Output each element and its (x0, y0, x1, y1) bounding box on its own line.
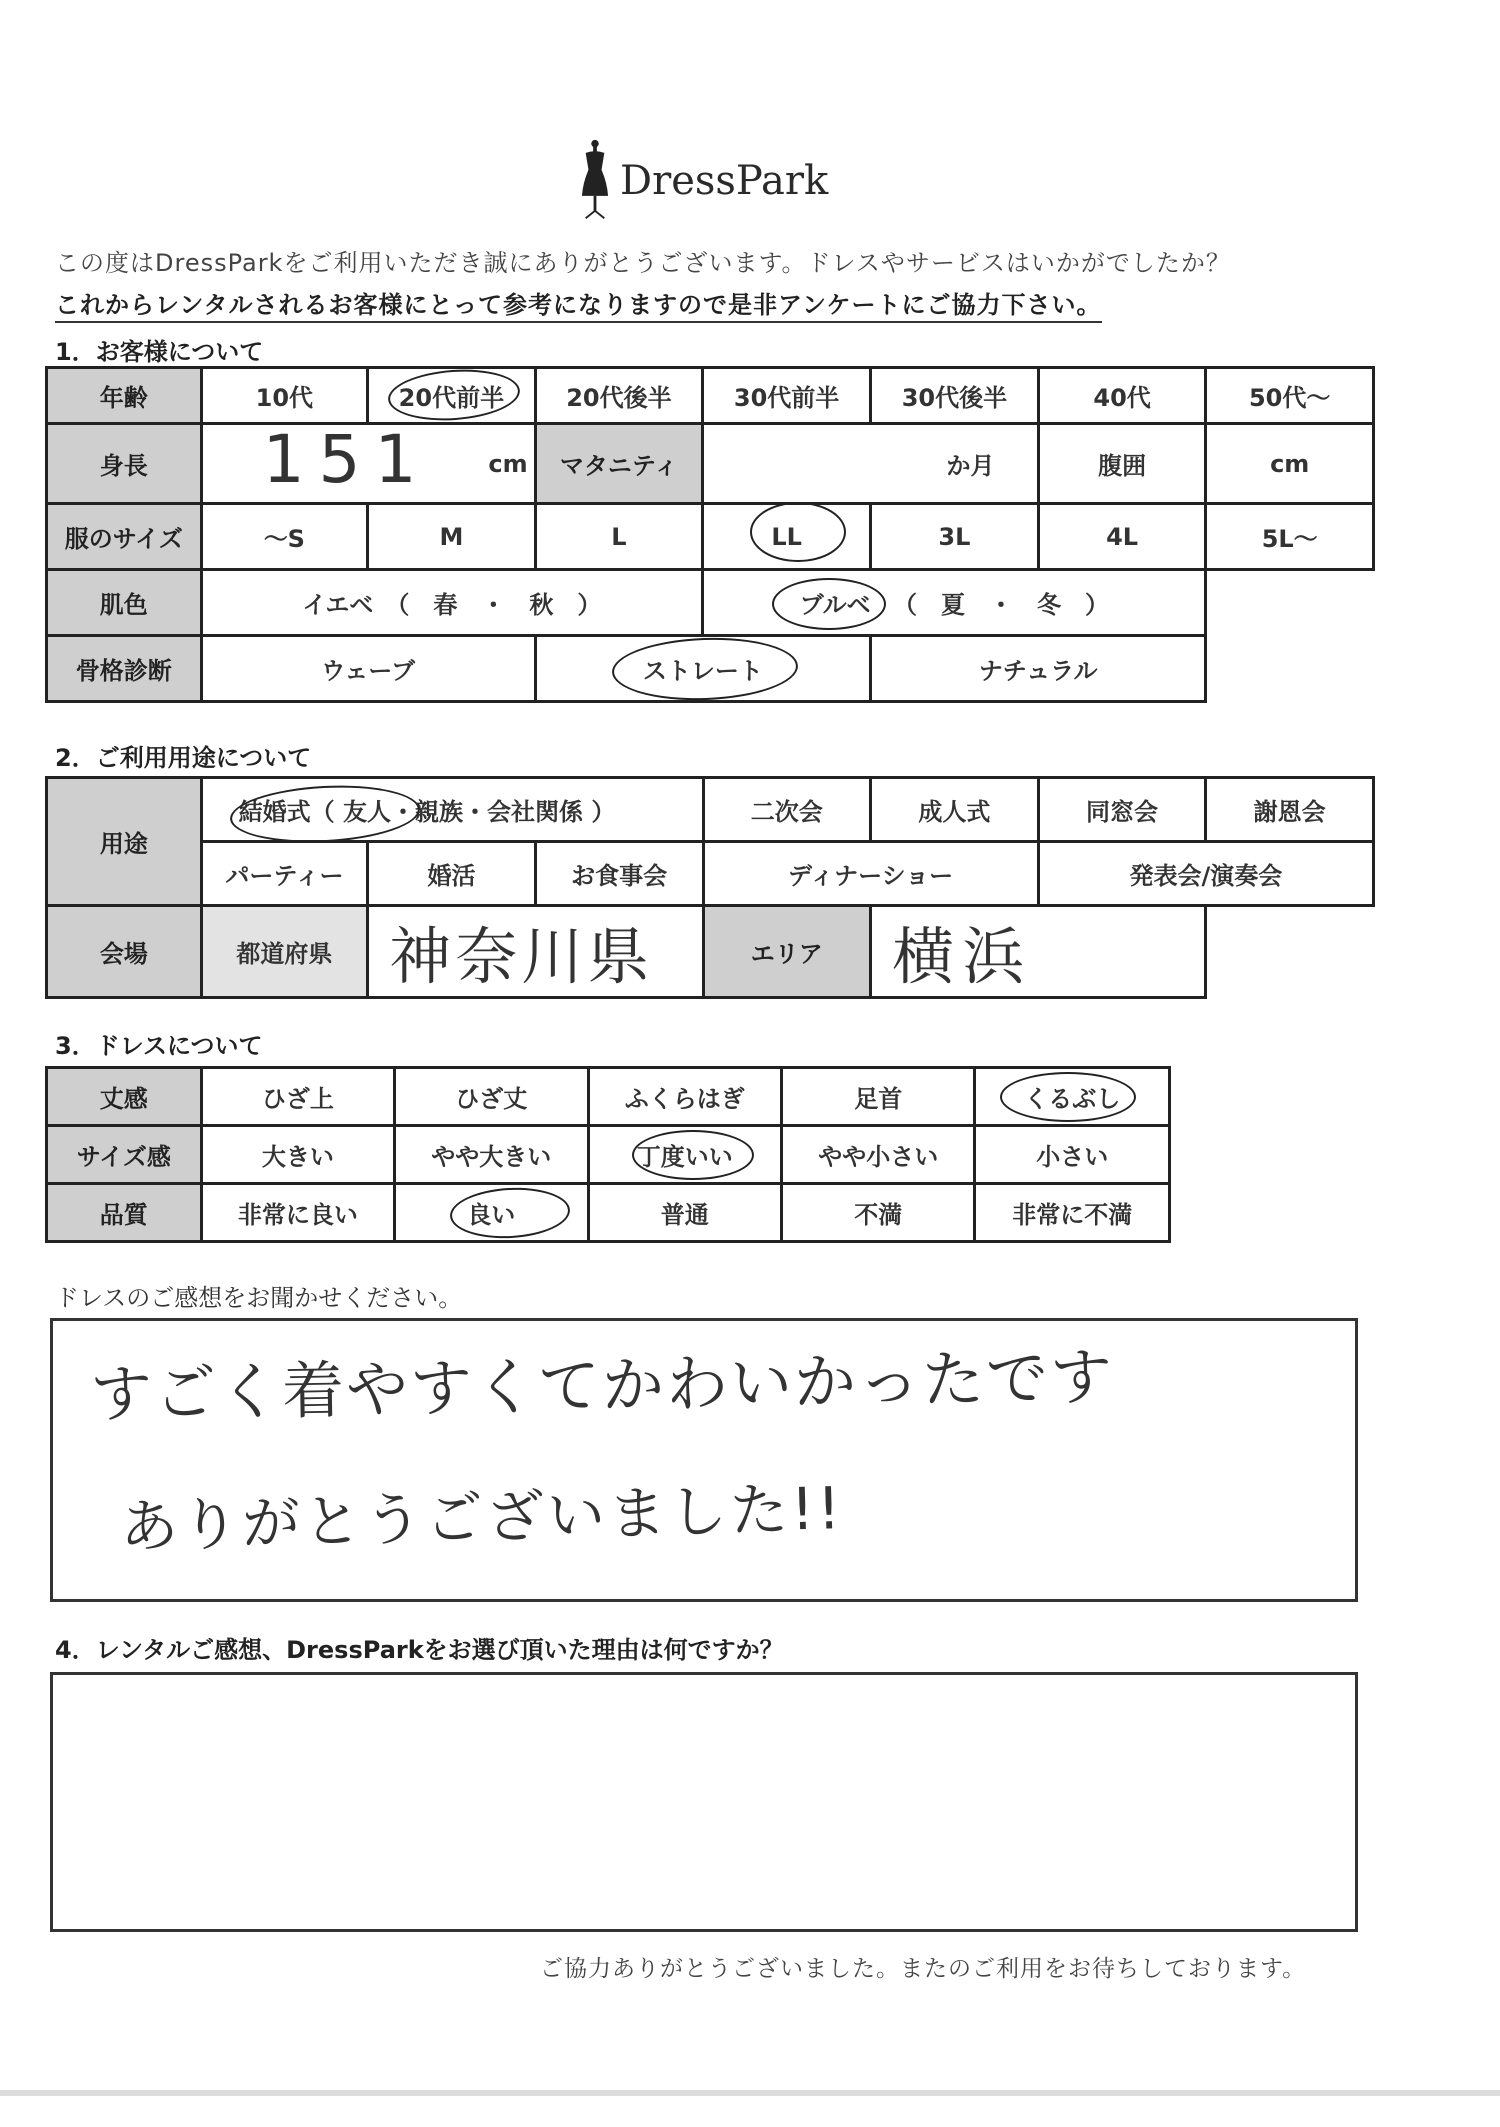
belly-field[interactable] (1206, 424, 1374, 504)
size-label: 服のサイズ (47, 504, 202, 570)
purpose-option[interactable]: パーティー (201, 842, 368, 906)
quality-option[interactable]: 不満 (782, 1184, 975, 1242)
length-label: 丈感 (47, 1068, 202, 1126)
quality-option[interactable]: 非常に良い (201, 1184, 394, 1242)
size-option[interactable]: ～S (201, 504, 368, 570)
size-option[interactable]: M (368, 504, 536, 570)
fit-option[interactable]: やや小さい (782, 1126, 975, 1184)
section4-title: 4．レンタルご感想、DressParkをお選び頂いた理由は何ですか？ (55, 1636, 784, 1664)
section2-title: 2．ご利用用途について (55, 744, 312, 772)
length-option[interactable]: ひざ上 (201, 1068, 394, 1126)
size-option[interactable]: L (535, 504, 703, 570)
prefecture-field[interactable] (368, 906, 703, 998)
prefecture-value: 神奈川県 (389, 920, 654, 993)
empty-cell (1206, 636, 1374, 702)
section1-title: 1．お客様について (55, 338, 264, 366)
fit-label: サイズ感 (47, 1126, 202, 1184)
purpose-option[interactable]: 成人式 (871, 778, 1039, 842)
intro-request-text: これからレンタルされるお客様にとって参考になりますので是非アンケートにご協力下さい。 (55, 291, 1102, 323)
wedding-option[interactable]: 結婚式（ 友人・親族・会社関係 ） (201, 778, 703, 842)
quality-option[interactable]: 非常に不満 (975, 1184, 1170, 1242)
height-value: 151 (262, 421, 431, 498)
age-option[interactable]: 20代後半 (535, 368, 703, 424)
height-unit: cm (488, 449, 528, 478)
fit-option[interactable]: やや大きい (395, 1126, 588, 1184)
purpose-option[interactable]: 二次会 (703, 778, 871, 842)
logo-text: DressPark (620, 158, 829, 204)
intro-request (55, 285, 1102, 320)
maternity-unit: か月 (946, 452, 995, 480)
purpose-option[interactable]: お食事会 (535, 842, 703, 906)
area-field[interactable] (871, 906, 1206, 998)
belly-label: 腹囲 (1038, 424, 1206, 504)
dress-form-logo-icon (575, 138, 615, 222)
skin-yellow-option[interactable]: イエベ （ 春 ・ 秋 ） (201, 570, 703, 636)
purpose-option[interactable]: 謝恩会 (1206, 778, 1374, 842)
quality-label: 品質 (47, 1184, 202, 1242)
length-option[interactable]: 足首 (782, 1068, 975, 1126)
height-label: 身長 (47, 424, 202, 504)
dress-comment-title: ドレスのご感想をお聞かせください。 (55, 1284, 463, 1312)
belly-unit: cm (1270, 449, 1310, 478)
dress-comment-line2: ありがとうございました!! (119, 1474, 845, 1561)
age-option[interactable]: 40代 (1038, 368, 1206, 424)
dress-table (45, 1066, 1171, 1243)
fit-option[interactable]: 大きい (201, 1126, 394, 1184)
area-value: 横浜 (892, 920, 1033, 993)
length-option[interactable]: ふくらはぎ (588, 1068, 781, 1126)
size-option[interactable]: 5L～ (1206, 504, 1374, 570)
section3-title: 3．ドレスについて (55, 1032, 263, 1060)
size-option[interactable]: 4L (1038, 504, 1206, 570)
purpose-label: 用途 (47, 778, 202, 906)
purpose-option[interactable]: 婚活 (368, 842, 536, 906)
maternity-field[interactable] (703, 424, 1039, 504)
length-option-selected[interactable]: くるぶし (975, 1068, 1170, 1126)
size-option-selected[interactable]: LL (703, 504, 871, 570)
skin-blue-seasons: （ 夏 ・ 冬 ） (892, 591, 1109, 619)
footer-text: ご協力ありがとうございました。またのご利用をお待ちしております。 (540, 1956, 1307, 1982)
empty-cell (1206, 906, 1374, 998)
purpose-option[interactable]: 発表会/演奏会 (1038, 842, 1373, 906)
age-option-selected[interactable]: 20代前半 (368, 368, 536, 424)
frame-option[interactable]: ナチュラル (871, 636, 1206, 702)
frame-option-selected[interactable]: ストレート (535, 636, 870, 702)
reason-answer-box[interactable] (50, 1672, 1358, 1932)
maternity-label: マタニティ (535, 424, 703, 504)
frame-label: 骨格診断 (47, 636, 202, 702)
frame-option[interactable]: ウェーブ (201, 636, 535, 702)
length-option[interactable]: ひざ丈 (395, 1068, 588, 1126)
skin-blue-option[interactable] (703, 570, 1206, 636)
size-option[interactable]: 3L (871, 504, 1039, 570)
fit-option[interactable]: 小さい (975, 1126, 1170, 1184)
skin-blue-label: ブルベ (799, 591, 871, 619)
empty-cell (1206, 570, 1374, 636)
age-option[interactable]: 30代前半 (703, 368, 871, 424)
customer-table (45, 366, 1375, 703)
age-label: 年齢 (47, 368, 202, 424)
venue-label: 会場 (47, 906, 202, 998)
purpose-option[interactable]: 同窓会 (1038, 778, 1206, 842)
fit-option-selected[interactable]: 丁度いい (588, 1126, 781, 1184)
quality-option-selected[interactable]: 良い (395, 1184, 588, 1242)
quality-option[interactable]: 普通 (588, 1184, 781, 1242)
dress-comment-line1: すごく着やすくてかわいかったです (89, 1340, 1115, 1431)
height-field[interactable] (201, 421, 535, 504)
age-option[interactable]: 10代 (201, 368, 368, 424)
scan-edge (0, 2090, 1500, 2096)
age-option[interactable]: 30代後半 (871, 368, 1039, 424)
purpose-table (45, 776, 1375, 999)
purpose-option[interactable]: ディナーショー (703, 842, 1038, 906)
intro-text: この度はDressParkをご利用いただき誠にありがとうございます。ドレスやサービスはいかがでしたか？ (55, 249, 1231, 277)
age-option[interactable]: 50代～ (1206, 368, 1374, 424)
prefecture-label: 都道府県 (201, 906, 368, 998)
area-label: エリア (703, 906, 871, 998)
skin-label: 肌色 (47, 570, 202, 636)
